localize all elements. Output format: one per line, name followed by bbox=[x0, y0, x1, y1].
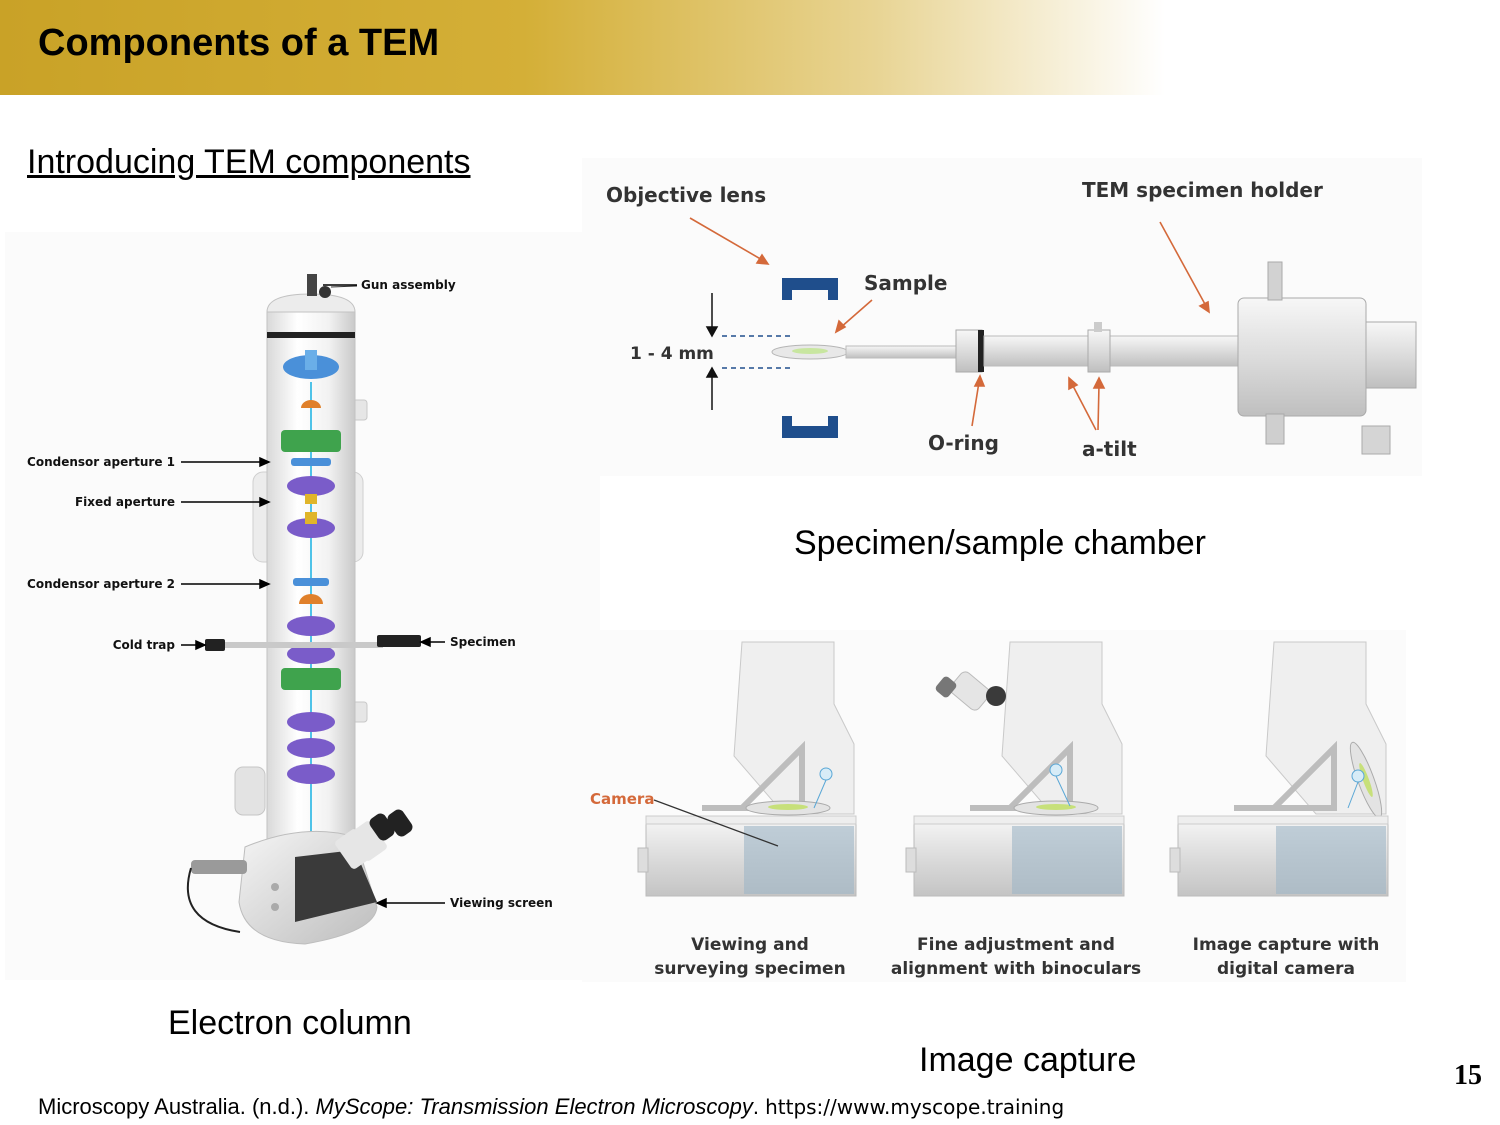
capture-unit-1 bbox=[638, 642, 856, 896]
capture-caption-3-line1: Image capture with bbox=[1192, 935, 1380, 955]
label-camera: Camera bbox=[590, 790, 655, 808]
label-fixed-aperture: Fixed aperture bbox=[74, 495, 175, 509]
binoculars-icon bbox=[948, 669, 992, 712]
label-gap-distance: 1 - 4 mm bbox=[630, 344, 714, 364]
label-gun-assembly: Gun assembly bbox=[361, 278, 456, 292]
label-sample: Sample bbox=[864, 271, 948, 295]
image-capture-figure bbox=[582, 630, 1406, 982]
gun-assembly-icon bbox=[307, 274, 317, 296]
specimen-chamber-figure bbox=[582, 158, 1422, 476]
objective-lens-lower bbox=[782, 416, 838, 438]
page-number: 15 bbox=[1454, 1060, 1482, 1091]
specimen-holder-icon bbox=[377, 635, 421, 647]
label-tem-specimen-holder: TEM specimen holder bbox=[1082, 178, 1323, 202]
cold-trap-icon bbox=[205, 639, 225, 651]
capture-caption-3-line2: digital camera bbox=[1217, 959, 1355, 979]
caption-electron-column: Electron column bbox=[168, 1004, 412, 1042]
label-viewing-screen: Viewing screen bbox=[450, 896, 553, 910]
label-condensor-aperture-1: Condensor aperture 1 bbox=[27, 455, 175, 469]
label-o-ring: O-ring bbox=[928, 431, 999, 455]
citation bbox=[38, 1094, 1064, 1120]
citation-url[interactable]: https://www.myscope.training bbox=[765, 1095, 1065, 1119]
capture-caption-2-line2: alignment with binoculars bbox=[890, 959, 1142, 979]
label-a-tilt: a-tilt bbox=[1082, 437, 1137, 461]
label-objective-lens: Objective lens bbox=[606, 183, 767, 207]
electron-column-figure bbox=[5, 232, 600, 980]
label-condensor-aperture-2: Condensor aperture 2 bbox=[27, 577, 175, 591]
capture-caption-1-line2: surveying specimen bbox=[654, 959, 846, 979]
capture-caption-1-line1: Viewing and bbox=[691, 935, 809, 955]
citation-work: MyScope: Transmission Electron Microscopy bbox=[315, 1094, 753, 1119]
capture-caption-2-line1: Fine adjustment and bbox=[917, 935, 1115, 955]
slide-subtitle: Introducing TEM components bbox=[27, 143, 471, 181]
citation-separator: . bbox=[752, 1094, 766, 1119]
slide-title: Components of a TEM bbox=[38, 22, 440, 64]
label-cold-trap: Cold trap bbox=[112, 638, 175, 652]
objective-lens-upper bbox=[782, 278, 838, 300]
caption-image-capture: Image capture bbox=[919, 1041, 1137, 1079]
citation-author: Microscopy Australia. (n.d.). bbox=[38, 1094, 316, 1119]
capture-unit-3 bbox=[1170, 642, 1388, 896]
caption-specimen-chamber: Specimen/sample chamber bbox=[794, 524, 1206, 562]
label-specimen: Specimen bbox=[450, 635, 516, 649]
capture-unit-2 bbox=[906, 642, 1124, 896]
